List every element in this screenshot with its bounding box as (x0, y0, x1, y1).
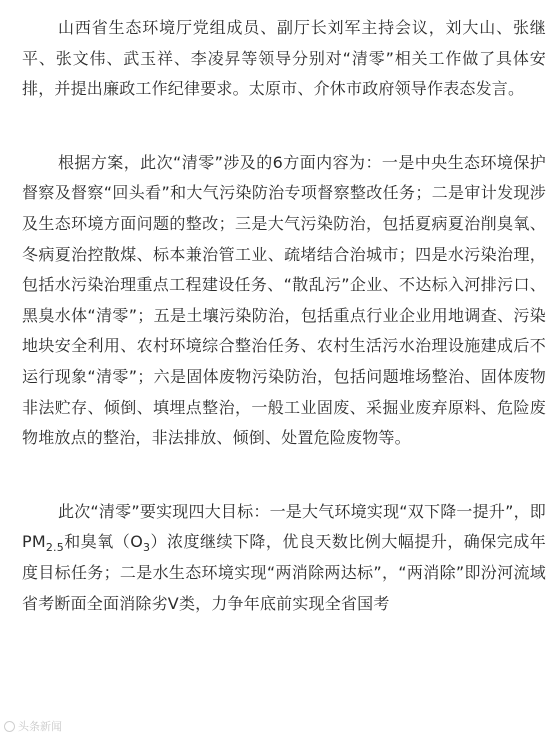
paragraph-goals (22, 497, 546, 619)
watermark-logo-icon (4, 721, 15, 732)
goals-text-part-a: 此次“清零”要实现四大目标：一是大气环境实现“双下降一提升”，即PM (22, 501, 546, 552)
article-body (22, 13, 546, 619)
pm-subscript: 2.5 (45, 541, 64, 555)
goals-text-part-c: ）浓度继续下降，优良天数比例大幅提升，确保完成年度目标任务；二是水生态环境实现“两消除两达标”，“两消除”即汾河流域省考断面全面消除劣Ⅴ类，力争年底前实现全省国考 (22, 532, 546, 613)
source-watermark (4, 718, 62, 734)
watermark-text: 头条新闻 (18, 720, 62, 733)
goals-text-part-b: 和臭氧（O (63, 532, 143, 552)
o3-subscript: 3 (143, 541, 151, 555)
paragraph-plan-contents: 根据方案，此次“清零”涉及的6方面内容为：一是中央生态环境保护督察及督察“回头看”和大气污染防治专项督察整改任务；二是审计发现涉及生态环境方面问题的整改；三是大气污染防治，包括夏病夏治削臭氧、冬病夏治控散煤、标本兼治管工业、疏堵结合治城市；四是水污染治理，包括水污染治理重点工程建设任务、“散乱污”企业、不达标入河排污口、黑臭水体“清零”；五是土壤污染防治，包括重点行业企业用地调查、污染地块安全利用、农村环境综合整治任务、农村生活污水治理设施建成后不运行现象“清零”；六是固体废物污染防治，包括问题堆场整治、固体废物非法贮存、倾倒、填埋点整治，一般工业固废、采掘业废弃原料、危险废物堆放点的整治，非法排放、倾倒、处置危险废物等。 (22, 152, 546, 448)
paragraph-meeting: 山西省生态环境厅党组成员、副厅长刘军主持会议，刘大山、张继平、张文伟、武玉祥、李凌昇等领导分别对“清零”相关工作做了具体安排，并提出廉政工作纪律要求。太原市、介休市政府领导作表态发言。 (22, 18, 546, 99)
